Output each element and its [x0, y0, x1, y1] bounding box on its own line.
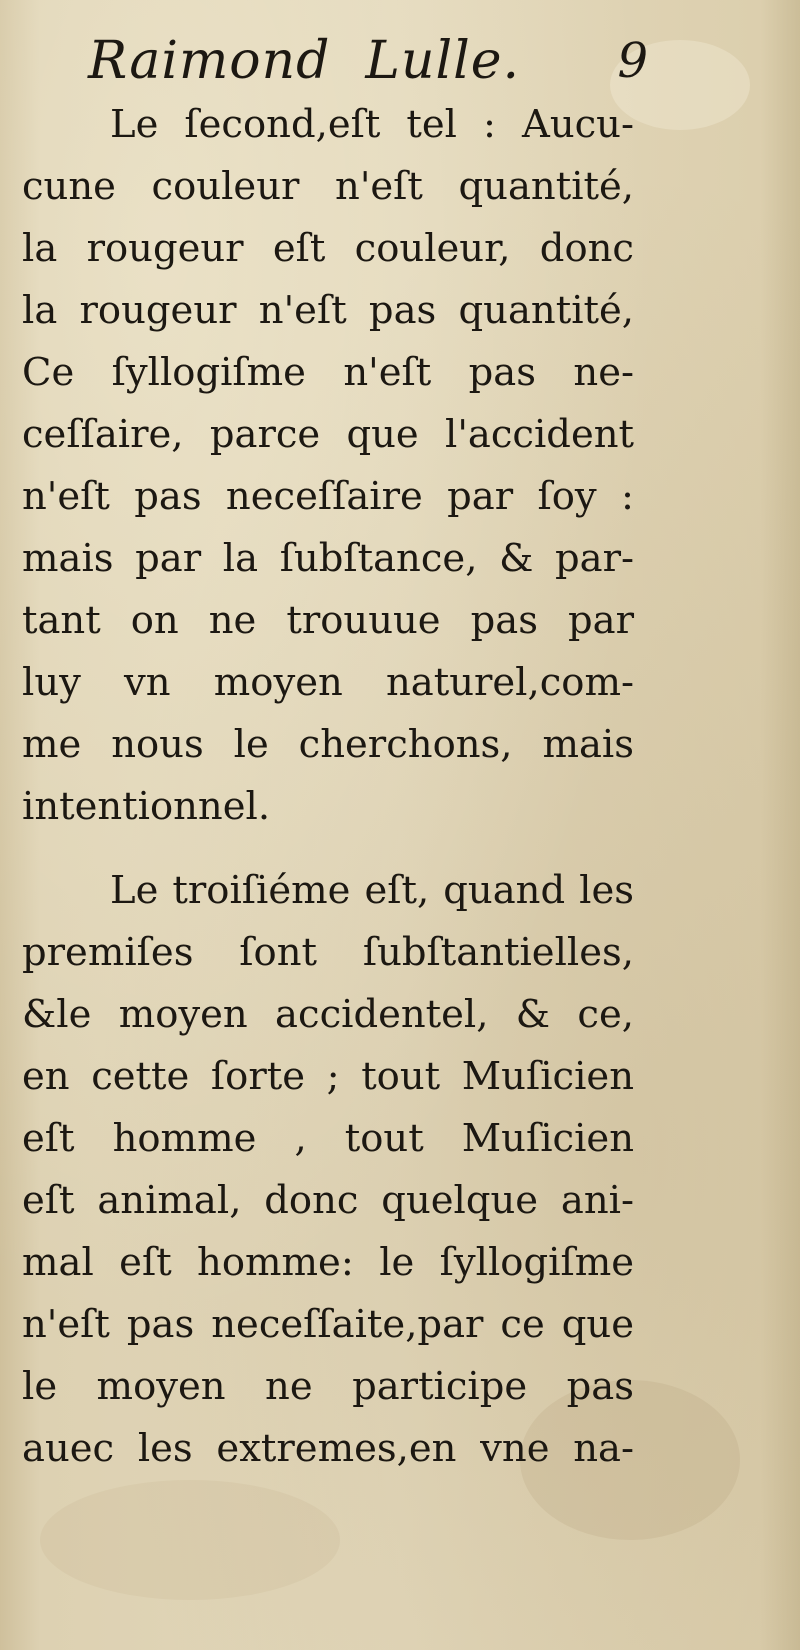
text-line: Ce ſyllogiſme n'eſt pas ne-: [22, 350, 634, 395]
paragraph-gap: [22, 838, 634, 860]
text-line: luy vn moyen naturel,com-: [22, 660, 634, 705]
text-line: cune couleur n'eſt quantité,: [22, 164, 634, 209]
text-line: la rougeur n'eſt pas quantité,: [22, 288, 634, 333]
page-number: 9: [617, 33, 648, 89]
text-line: eſt homme , tout Muſicien: [22, 1116, 634, 1161]
text-line: Le troiſiéme eſt, quand les: [110, 868, 634, 913]
text-line: ceſſaire, parce que l'accident: [22, 412, 634, 457]
text-line: eſt animal, donc quelque ani-: [22, 1178, 634, 1223]
text-line: n'eſt pas neceſſaire par ſoy :: [22, 474, 634, 519]
text-line: &le moyen accidentel, & ce,: [22, 992, 634, 1037]
text-line: intentionnel.: [22, 784, 271, 829]
paper-stain: [40, 1480, 340, 1600]
text-line: mais par la ſubſtance, & par-: [22, 536, 634, 581]
text-line: en cette ſorte ; tout Muſicien: [22, 1054, 634, 1099]
body-text: [22, 94, 634, 1480]
text-line: me nous le cherchons, mais: [22, 722, 634, 767]
text-line: premiſes ſont ſubſtantielles,: [22, 930, 634, 975]
text-line: mal eſt homme: le ſyllogiſme: [22, 1240, 634, 1285]
text-line: la rougeur eſt couleur, donc: [22, 226, 634, 271]
paragraph-1: [22, 94, 634, 838]
text-line: tant on ne trouuue pas par: [22, 598, 634, 643]
page-header: [88, 28, 648, 94]
text-line: le moyen ne participe pas: [22, 1364, 634, 1409]
text-line: auec les extremes,en vne na-: [22, 1426, 634, 1471]
running-title: Raimond Lulle.: [88, 31, 521, 91]
paragraph-2: [22, 860, 634, 1480]
text-line: Le ſecond,eſt tel : Aucu-: [110, 102, 634, 147]
text-line: n'eſt pas neceſſaite,par ce que: [22, 1302, 634, 1347]
